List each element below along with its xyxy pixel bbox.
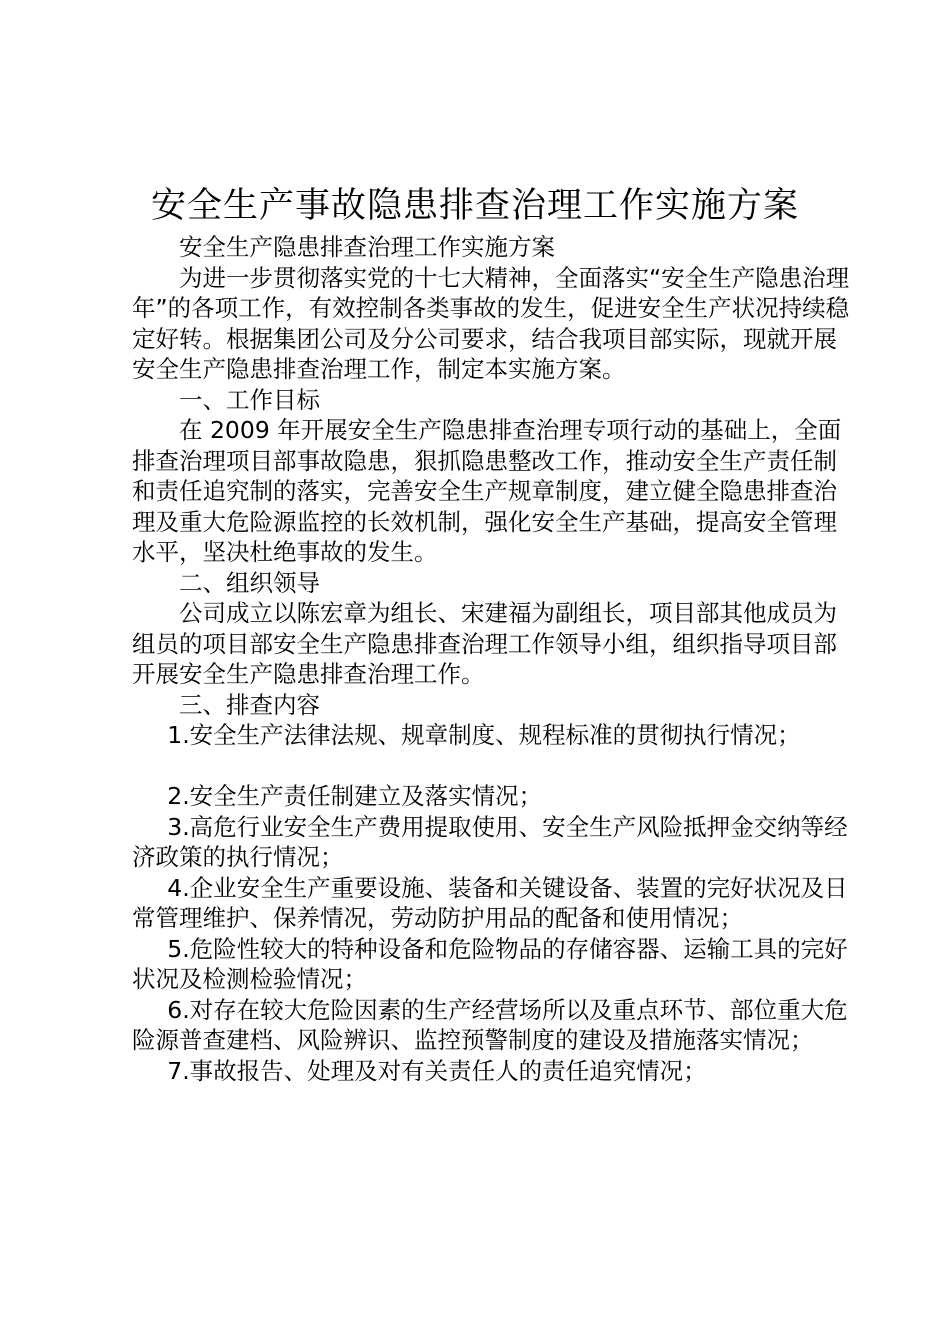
list-item: 2.安全生产责任制建立及落实情况；: [167, 782, 543, 810]
document-title: 安全生产事故隐患排查治理工作实施方案: [150, 186, 799, 226]
section-heading-goals: 一、工作目标: [179, 385, 320, 414]
list-item: 1.安全生产法律法规、规章制度、规程标准的贯彻执行情况；: [167, 721, 801, 749]
document-body: [132, 232, 852, 1086]
list-item: 3.高危行业安全生产费用提取使用、安全生产风险抵押金交纳等经济政策的执行情况；: [132, 812, 848, 871]
list-item: 5.危险性较大的特种设备和危险物品的存储容器、运输工具的完好状况及检测检验情况；: [132, 934, 848, 993]
section-heading-leadership: 二、组织领导: [179, 568, 320, 597]
paragraph-gap: [132, 751, 852, 782]
list-item: 6.对存在较大危险因素的生产经营场所以及重点环节、部位重大危险源普查建档、风险辨识、监控预警制度的建设及措施落实情况；: [132, 995, 848, 1054]
intro-paragraph: 为进一步贯彻落实党的十七大精神，全面落实“安全生产隐患治理年”的各项工作，有效控制各类事故的发生，促进安全生产状况持续稳定好转。根据集团公司及分公司要求，结合我项目部实际，现就开展安全生产隐患排查治理工作，制定本实施方案。: [132, 263, 850, 383]
subtitle-paragraph: 安全生产隐患排查治理工作实施方案: [179, 233, 555, 261]
goals-paragraph: 在 2009 年开展安全生产隐患排查治理专项行动的基础上，全面排查治理项目部事故隐患，狠抓隐患整改工作，推动安全生产责任制和责任追究制的落实，完善安全生产规章制度，建立健全隐患排查治理及重大危险源监控的长效机制，强化安全生产基础，提高安全管理水平，坚决杜绝事故的发生。: [132, 416, 842, 566]
leadership-paragraph: 公司成立以陈宏章为组长、宋建福为副组长，项目部其他成员为组员的项目部安全生产隐患排查治理工作领导小组，组织指导项目部开展安全生产隐患排查治理工作。: [132, 599, 837, 688]
list-item: 4.企业安全生产重要设施、装备和关键设备、装置的完好状况及日常管理维护、保养情况，劳动防护用品的配备和使用情况；: [132, 873, 848, 932]
list-item: 7.事故报告、处理及对有关责任人的责任追究情况；: [167, 1056, 707, 1085]
section-heading-contents: 三、排查内容: [179, 690, 320, 719]
